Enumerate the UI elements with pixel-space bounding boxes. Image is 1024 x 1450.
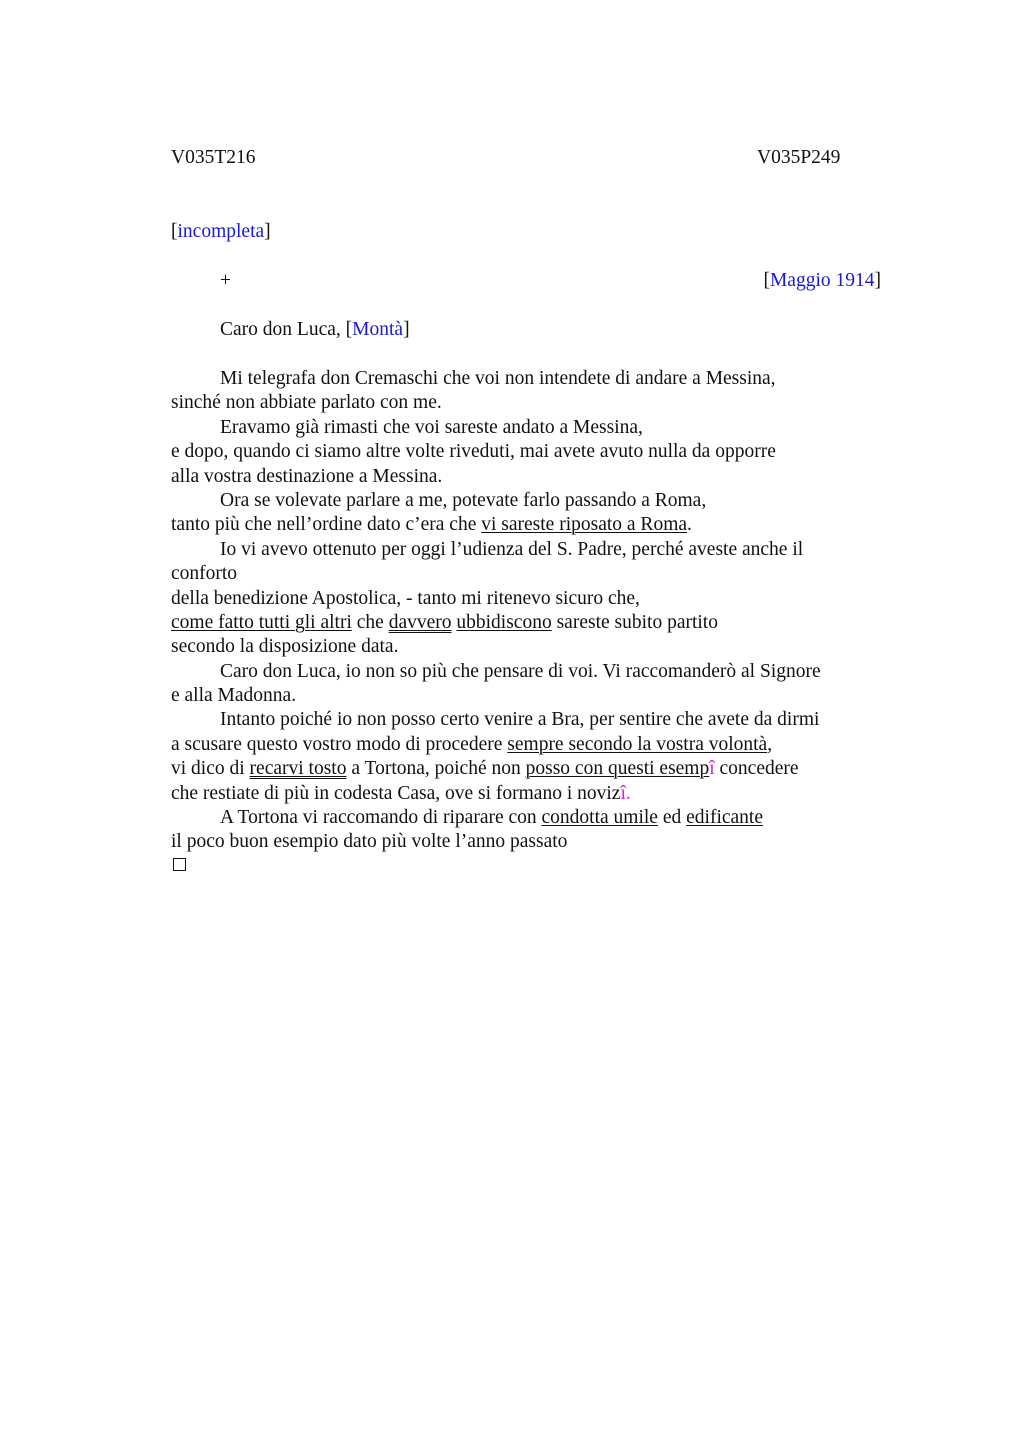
text-line: della benedizione Apostolica, - tanto mi ritenevo sicuro che, (171, 587, 640, 609)
bracket-open: [ (171, 221, 178, 242)
double-underlined-phrase: recarvi tosto (249, 758, 347, 780)
underlined-phrase: come fatto tutti gli altri (171, 611, 352, 633)
text-line: Ora se volevate parlare a me, potevate farlo passando a Roma, (220, 489, 707, 511)
text-span: a Tortona, poiché non (346, 758, 526, 780)
bracket-close: ] (264, 221, 271, 242)
text-span: che restiate di più in codesta Casa, ove si formano i noviz (171, 782, 621, 804)
underlined-phrase: edificante (686, 807, 763, 829)
underlined-phrase: condotta umile (541, 807, 658, 829)
text-span: concedere (714, 758, 799, 780)
underlined-phrase: posso con questi esemp (525, 758, 710, 780)
date-label: Maggio 1914 (769, 270, 875, 291)
cross-symbol: + (220, 270, 231, 291)
correction-mark: î (709, 758, 715, 780)
text-line: il poco buon esempio dato più volte l’anno passato (171, 831, 568, 853)
text-line: Io vi avevo ottenuto per oggi l’udienza del S. Padre, perché aveste anche il (220, 538, 804, 560)
end-square-icon (173, 858, 186, 871)
text-span: vi dico di (171, 758, 250, 780)
double-underlined-phrase: davvero (388, 611, 452, 633)
text-span: , (767, 733, 773, 755)
underlined-phrase: vi sareste riposato a Roma (481, 514, 688, 536)
text-span: a scusare questo vostro modo di procedere (171, 733, 508, 755)
greeting (220, 318, 410, 342)
text-line: secondo la disposizione data. (171, 636, 399, 658)
text-line: conforto (171, 563, 238, 585)
text-line: Eravamo già rimasti che voi sareste andato a Messina, (220, 416, 643, 438)
incomplete-label: incompleta (177, 221, 265, 242)
text-span: . (687, 514, 692, 536)
bracket-close: ] (403, 319, 410, 340)
text-line (171, 782, 871, 806)
correction-mark: î. (620, 782, 631, 804)
letter-body (171, 367, 871, 855)
place-label: Montà (352, 319, 404, 340)
greeting-text: Caro don Luca, (220, 319, 346, 340)
text-line: e alla Madonna. (171, 685, 297, 707)
text-span: sareste subito partito (551, 611, 718, 633)
document-code-left: V035T216 (171, 147, 256, 168)
underlined-phrase: ubbidiscono (456, 611, 552, 633)
underlined-phrase: sempre secondo la vostra volontà (507, 733, 768, 755)
text-line (171, 757, 871, 781)
text-span: A Tortona vi raccomando di riparare con (220, 807, 542, 829)
bracket-close: ] (874, 270, 881, 291)
incomplete-note (171, 220, 271, 244)
document-code-right: V035P249 (757, 147, 841, 168)
text-line: Mi telegrafa don Cremaschi che voi non intendete di andare a Messina, (220, 368, 776, 389)
text-line: sinché non abbiate parlato con me. (171, 392, 442, 414)
text-span: ed (657, 807, 687, 829)
text-line (171, 513, 871, 537)
text-line (171, 733, 871, 757)
bracket-open: [ (345, 319, 353, 340)
text-line: alla vostra destinazione a Messina. (171, 465, 443, 487)
letter-date (763, 269, 881, 293)
text-line (171, 611, 871, 635)
text-line: Intanto poiché io non posso certo venire a Bra, per sentire che avete da dirmi (220, 709, 820, 731)
text-line (171, 806, 871, 830)
text-line: Caro don Luca, io non so più che pensare di voi. Vi raccomanderò al Signore (220, 660, 821, 682)
text-span: che (351, 611, 389, 633)
text-line: e dopo, quando ci siamo altre volte riveduti, mai avete avuto nulla da opporre (171, 441, 776, 463)
text-span: tanto più che nell’ordine dato c’era che (171, 514, 482, 536)
bracket-open: [ (763, 270, 770, 291)
